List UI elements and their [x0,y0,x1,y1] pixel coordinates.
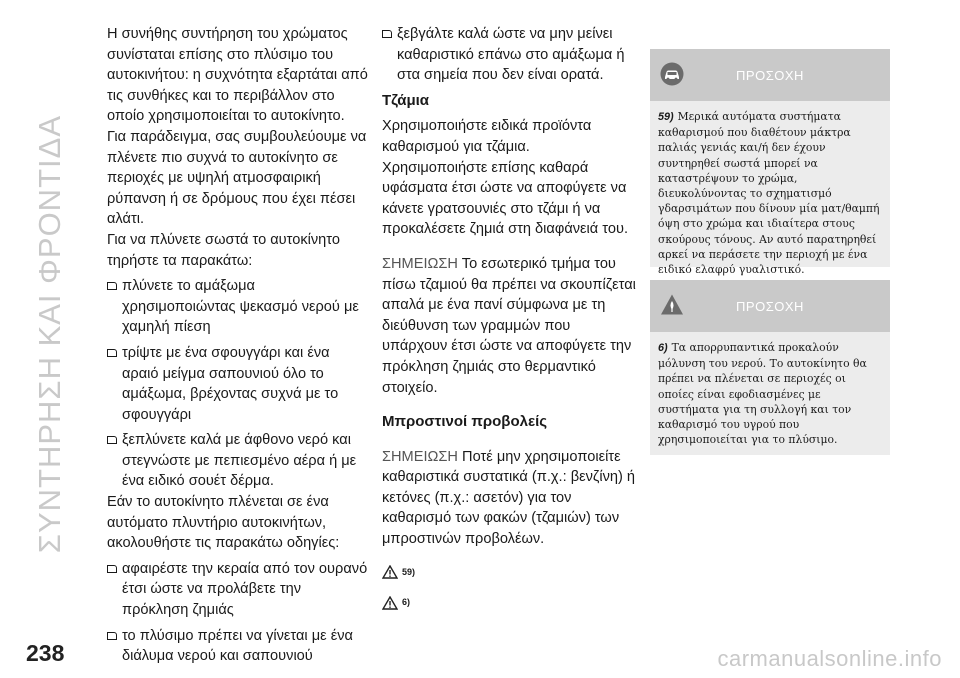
list-item [382,24,638,86]
bullet-marker-icon [107,436,117,444]
paragraph-example: Για παράδειγμα, σας συμβουλεύουμε να πλένετε πιο συχνά το αυτοκίνητο σε περιοχές με υψηλή ατμοσφαιρική ρύπανση ή σε δρόμους που έχει πέσει αλάτι. [107,128,367,228]
section-title-text: ΣΥΝΤΗΡΗΣΗ ΚΑΙ ΦΡΟΝΤΙΔΑ [32,114,67,554]
paragraph-windows-note [382,254,638,398]
caution-box-body [650,332,890,457]
caution-reference-number: 6) [402,597,411,608]
bullet-marker-icon [107,565,117,573]
caution-box-header [650,280,890,332]
environment-warning-icon [660,293,684,317]
list-item [107,276,369,338]
note-label: ΣΗΜΕΙΩΣΗ [382,448,458,465]
bullet-marker-icon [107,632,117,640]
list-item-text: ξεπλύνετε καλά με άφθονο νερό και στεγνώστε με πεπιεσμένο αέρα ή με ένα ειδικό σουέτ δέρμα. [122,432,357,490]
list-item-text: τρίψτε με ένα σφουγγάρι και ένα αραιό μείγμα σαπουνιού όλο το αμάξωμα, βρέχοντας συχνά με το σφουγγάρι [122,344,339,423]
warning-triangle-icon [382,596,398,610]
list-item-text: το πλύσιμο πρέπει να γίνεται με ένα διάλυμα νερού και σαπουνιού [122,627,353,665]
note-label: ΣΗΜΕΙΩΣΗ [382,255,458,272]
watermark-text: carmanualsonline.info [717,646,942,671]
note-text: Ποτέ μην χρησιμοποιείτε καθαριστικά συστατικά (π.χ.: βενζίνη) ή κετόνες (π.χ.: ασετόν) για τον καθαρισμό των φακών (τζαμιών) των μπροστινών προβολέων. [382,448,636,548]
list-item [107,430,369,492]
caution-box-title: ΠΡΟΣΟΧΗ [736,67,804,83]
caution-number: 59) [658,111,674,123]
warning-triangle-icon [382,565,398,579]
list-item-text: πλύνετε το αμάξωμα χρησιμοποιώντας ψεκασμό νερού με χαμηλή πίεση [122,278,359,336]
bullet-marker-icon [382,30,392,38]
bullet-marker-icon [107,349,117,357]
section-side-title [22,24,78,644]
caution-box-body [650,101,890,287]
caution-references [382,562,638,613]
heading-headlights: Μπροστινοί προβολείς [382,413,548,431]
list-item-text: ξεβγάλτε καλά ώστε να μην μείνει καθαριστικό επάνω στο αμάξωμα ή στα σημεία που δεν είναι ορατά. [397,26,625,84]
caution-reference [382,562,638,583]
caution-text: Μερικά αυτόματα συστήματα καθαρισμού που διαθέτουν μάκτρα παλιάς γενιάς και/ή δεν έχουν συντηρηθεί σωστά μπορεί να καταστρέψουν το χρώμα, διευκολύνοντας το σχηματισμό γδαρσιμάτων που δίνουν μία ματ/θαμπή όψη στο χρώμα και ιδιαίτερα στους σκούρους τόνους. Αν αυτό παρατηρηθεί αρκεί να περάσετε την περιοχή με ένα ειδικό ελαφρύ γυαλιστικό. [658,110,880,277]
paragraph-windows-products: Χρησιμοποιήστε ειδικά προϊόντα καθαρισμού για τζάμια. [382,118,592,155]
paragraph-intro: Η συνήθης συντήρηση του χρώματος συνίσταται επίσης στο πλύσιμο του αυτοκινήτου: η συχνότητα εξαρτάται από τις συνθήκες και το περιβάλλον στο οποίο χρησιμοποιείται το αυτοκίνητο. [107,26,368,125]
heading-windows: Τζάμια [382,91,430,109]
caution-box-title: ΠΡΟΣΟΧΗ [736,298,804,314]
middle-text-column [382,24,638,623]
list-item-text: αφαιρέστε την κεραία από τον ουρανό έτσι ώστε να προλάβετε την πρόκληση ζημιάς [122,560,368,619]
bullet-marker-icon [107,282,117,290]
list-item [107,559,369,621]
list-item [107,626,369,667]
caution-box-header [650,49,890,101]
paragraph-automatic-wash: Εάν το αυτοκίνητο πλένεται σε ένα αυτόματο πλυντήριο αυτοκινήτων, ακολουθήστε τις παρακάτω οδηγίες: [107,494,340,552]
paragraph-windows-cloths: Χρησιμοποιήστε επίσης καθαρά υφάσματα έτσι ώστε να αποφύγετε να κάνετε γρατσουνιές στο τζάμι ή να προκαλέσετε ζημιά στη διαφάνειά του. [382,159,629,238]
note-text: Το εσωτερικό τμήμα του πίσω τζαμιού θα πρέπει να σκουπίζεται απαλά με ένα πανί σύμφωνα με τη διεύθυνση των γραμμών που υπάρχουν έτσι ώστε να αποφύγετε την πρόκληση ζημιάς στο θερμαντικό στοιχείο. [382,255,636,396]
paragraph-how-to: Για να πλύνετε σωστά το αυτοκίνητο τηρήστε τα παρακάτω: [107,231,340,269]
caution-reference [382,592,638,613]
left-text-column [107,24,369,667]
paragraph-headlights-note [382,447,638,550]
caution-box-paint [650,49,890,277]
caution-number: 6) [658,342,668,354]
caution-reference-number: 59) [402,566,416,577]
caution-box-environment [650,280,890,455]
list-item [107,343,369,425]
page-number: 238 [26,640,65,666]
car-warning-icon [660,62,684,86]
caution-text: Τα απορρυπαντικά προκαλούν μόλυνση του νερού. Το αυτοκίνητο θα πρέπει να πλένεται σε περιοχές οι οποίες είναι εφοδιασμένες με συστήματα για τη συλλογή και τον καθαρισμό του υγρού που χρησιμοποιείται για το πλύσιμο. [658,341,867,447]
